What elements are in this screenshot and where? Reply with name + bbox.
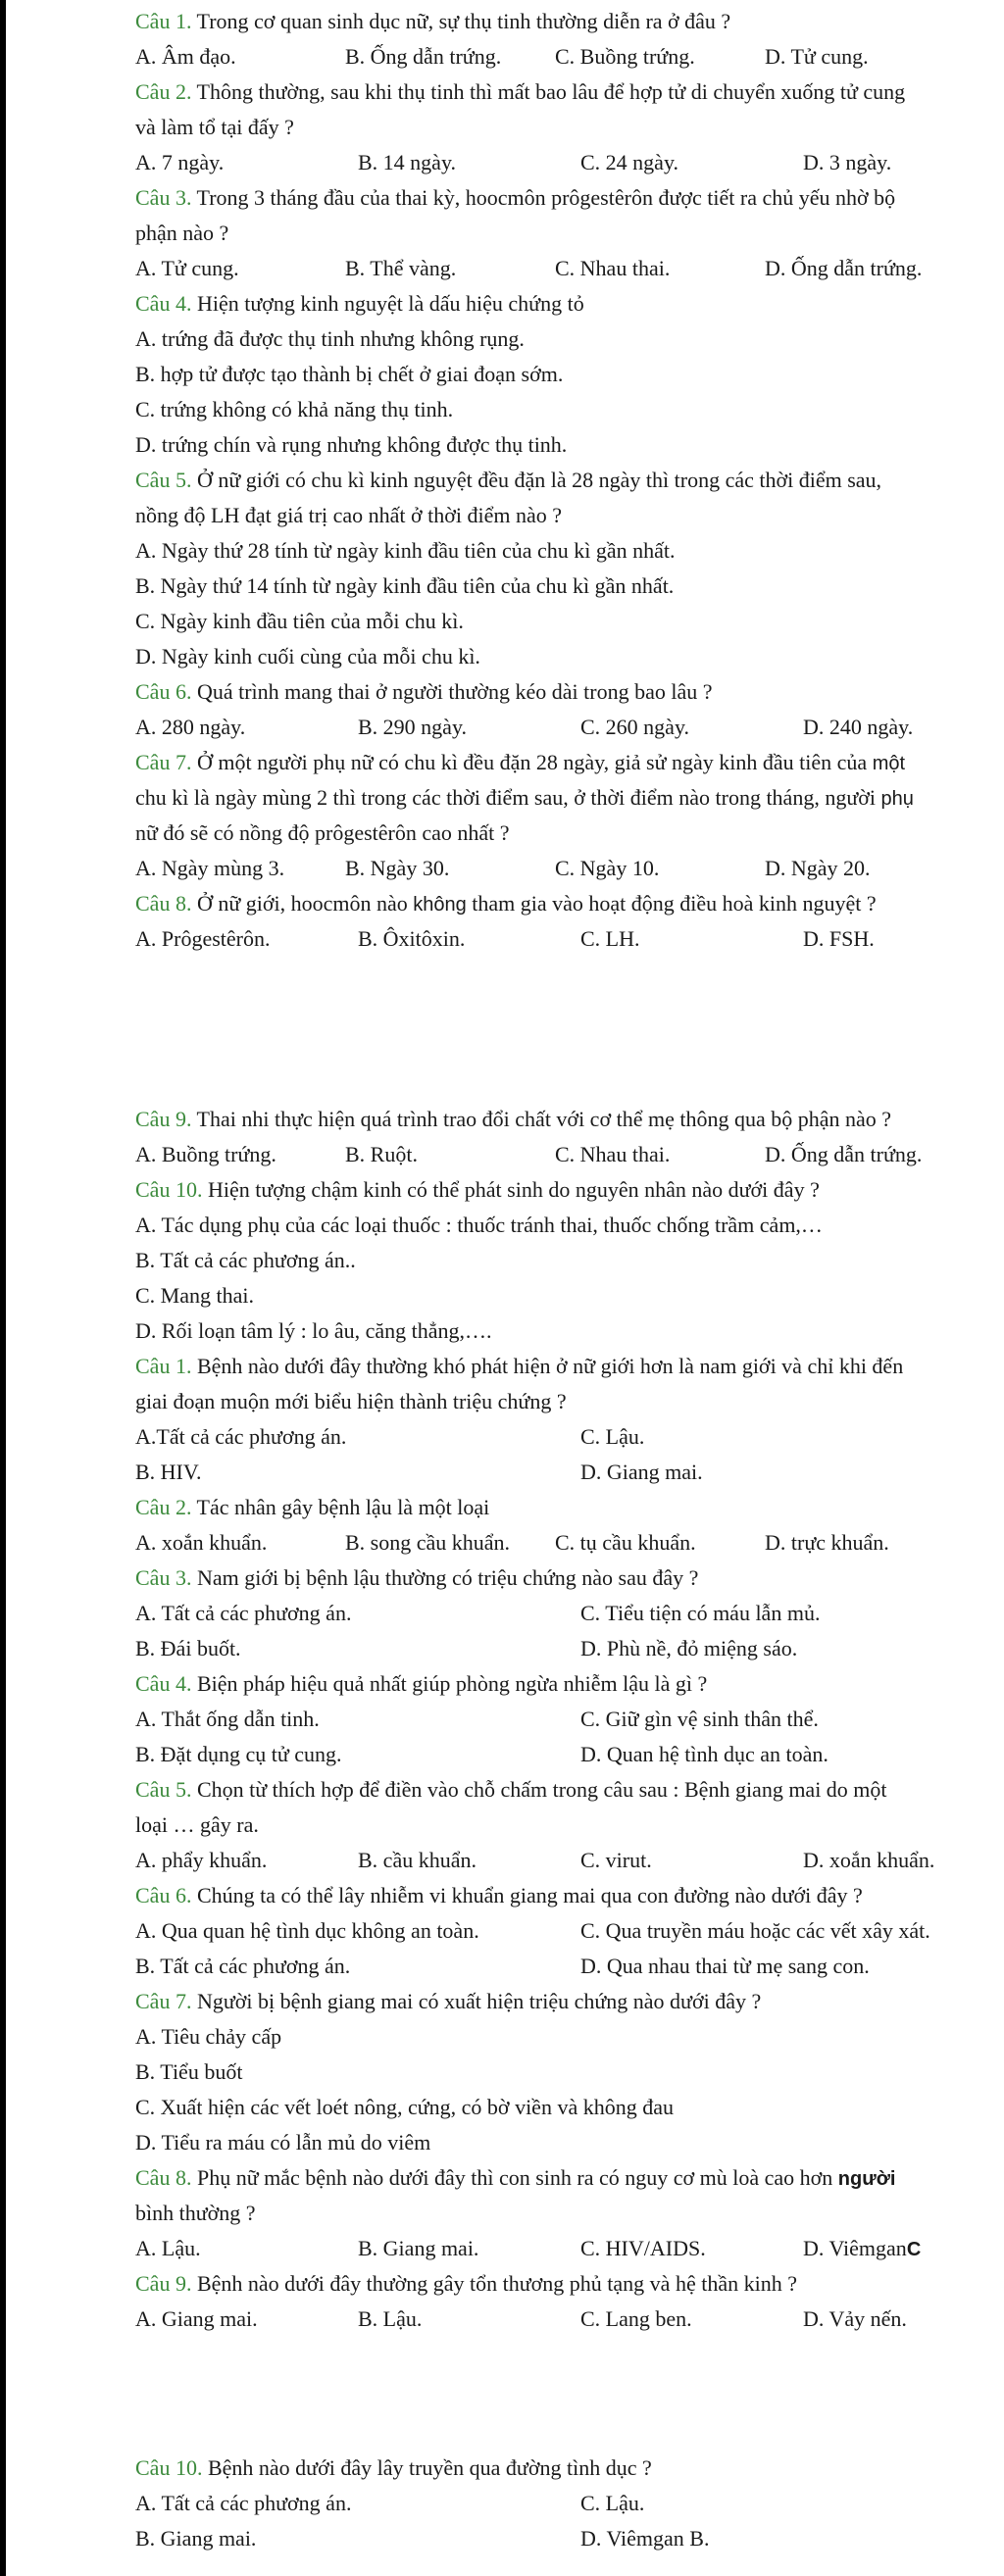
question-block	[135, 886, 998, 957]
answer-row	[135, 1419, 998, 1455]
answer-option[interactable]: C. Lậu.	[580, 2491, 645, 2515]
text-segment: một	[872, 753, 906, 774]
answer-row	[135, 1596, 998, 1631]
answer-option[interactable]: C. LH.	[580, 926, 640, 951]
question-number: Câu 10.	[135, 1177, 203, 1202]
question-block	[135, 2451, 998, 2556]
answer-option[interactable]: A. 7 ngày.	[135, 150, 225, 174]
question-text	[135, 286, 998, 322]
answer-option[interactable]: A. Ngày thứ 28 tính từ ngày kinh đầu tiên của chu kì gần nhất.	[135, 538, 676, 563]
answer-option[interactable]: D. Rối loạn tâm lý : lo âu, căng thẳng,….	[135, 1318, 492, 1343]
question-number: Câu 10.	[135, 2455, 203, 2480]
answer-row	[135, 2125, 998, 2160]
question-text	[135, 2266, 998, 2302]
text-segment: chu kì là ngày mùng 2 thì trong các thời điểm sau, ở thời điểm nào trong tháng, người	[135, 785, 881, 810]
answer-option[interactable]: C. Ngày kinh đầu tiên của mỗi chu kì.	[135, 609, 464, 633]
text-segment: người	[837, 2168, 896, 2190]
question-text	[135, 745, 998, 780]
answer-option[interactable]: B. Ngày 30.	[345, 856, 450, 880]
left-edge-border	[0, 0, 6, 2576]
answer-option[interactable]: D. Ngày 20.	[765, 856, 871, 880]
answer-option[interactable]: A. Tất cả các phương án.	[135, 1601, 352, 1625]
question-stem: Biện pháp hiệu quả nhất giúp phòng ngừa nhiễm lậu là gì ?	[191, 1671, 708, 1696]
question-block	[135, 1102, 998, 1172]
answer-row	[135, 851, 998, 886]
answer-option[interactable]: B. Đái buốt.	[135, 1636, 241, 1660]
question-stem: Tác nhân gây bệnh lậu là một loại	[191, 1495, 490, 1519]
question-number: Câu 6.	[135, 679, 192, 704]
question-stem	[191, 2165, 895, 2190]
question-number: Câu 1.	[135, 9, 192, 33]
answer-option[interactable]: A. trứng đã được thụ tinh nhưng không rụng.	[135, 326, 525, 351]
question-text	[135, 1349, 998, 1384]
answer-option[interactable]: D. trứng chín và rụng nhưng không được thụ tinh.	[135, 432, 568, 457]
answer-option[interactable]: C. Lậu.	[580, 1424, 645, 1449]
answer-option[interactable]: D. xoắn khuẩn.	[803, 1848, 935, 1872]
question-number: Câu 1.	[135, 1354, 192, 1378]
answer-option[interactable]: D. Quan hệ tình dục an toàn.	[580, 1742, 828, 1766]
answer-row	[135, 604, 998, 639]
question-text	[135, 180, 998, 216]
answer-row	[135, 1313, 998, 1349]
question-stem: loại … gây ra.	[135, 1812, 259, 1837]
question-text-continued	[135, 1808, 998, 1843]
question-number: Câu 3.	[135, 1565, 192, 1590]
answer-row	[135, 639, 998, 674]
answer-row	[135, 392, 998, 427]
question-text	[135, 2451, 998, 2486]
answer-option[interactable]: C. Qua truyền máu hoặc các vết xây xát.	[580, 1918, 930, 1943]
answer-option[interactable]: A. Âm đạo.	[135, 44, 236, 69]
answer-row	[135, 2019, 998, 2055]
question-number: Câu 7.	[135, 750, 192, 774]
answer-option[interactable]: B. Ruột.	[345, 1142, 418, 1166]
answer-option[interactable]: A. Tiêu chảy cấp	[135, 2024, 282, 2049]
question-text	[135, 4, 998, 39]
answer-option[interactable]: B. Thể vàng.	[345, 256, 457, 280]
answer-option[interactable]: A. phẩy khuẩn.	[135, 1848, 268, 1872]
question-text-continued	[135, 780, 998, 816]
answer-option[interactable]: C. tụ cầu khuẩn.	[555, 1530, 696, 1555]
text-segment: Ở nữ giới, hoocmôn nào	[191, 891, 414, 916]
answer-row	[135, 39, 998, 74]
question-text	[135, 1772, 998, 1808]
question-text	[135, 886, 998, 921]
answer-option[interactable]: B. 290 ngày.	[358, 715, 468, 739]
answer-option[interactable]: D. Ống dẫn trứng.	[765, 1142, 923, 1166]
answer-option[interactable]: A. Tất cả các phương án.	[135, 2491, 352, 2515]
answer-option[interactable]: C. Giữ gìn vệ sinh thân thể.	[580, 1707, 819, 1731]
question-stem: Nam giới bị bệnh lậu thường có triệu chứng nào sau đây ?	[191, 1565, 699, 1590]
answer-option[interactable]: B. song cầu khuẩn.	[345, 1530, 511, 1555]
answer-option[interactable]: A. Buồng trứng.	[135, 1142, 276, 1166]
answer-option[interactable]: B. Ngày thứ 14 tính từ ngày kinh đầu tiên của chu kì gần nhất.	[135, 573, 675, 598]
answer-option[interactable]: C. 24 ngày.	[580, 150, 679, 174]
answer-option[interactable]: C. Lang ben.	[580, 2306, 692, 2331]
answer-row	[135, 1949, 998, 1984]
answer-option[interactable]: C. HIV/AIDS.	[580, 2236, 706, 2260]
question-number: Câu 2.	[135, 79, 192, 104]
question-text	[135, 463, 998, 498]
answer-option[interactable]: D. Ngày kinh cuối cùng của mỗi chu kì.	[135, 644, 480, 669]
answer-option[interactable]: D. trực khuẩn.	[765, 1530, 889, 1555]
answer-option[interactable]: A. Prôgestêrôn.	[135, 926, 271, 951]
question-stem	[135, 785, 914, 810]
question-section-2	[135, 1349, 998, 2556]
answer-row	[135, 533, 998, 569]
question-text-continued	[135, 498, 998, 533]
answer-row	[135, 1702, 998, 1737]
answer-option[interactable]: B. HIV.	[135, 1460, 202, 1484]
question-text	[135, 1102, 998, 1137]
question-number: Câu 8.	[135, 891, 192, 916]
answer-row	[135, 2055, 998, 2090]
quiz-document	[135, 4, 998, 2556]
question-number: Câu 4.	[135, 291, 192, 316]
answer-row	[135, 1913, 998, 1949]
text-segment: C	[906, 2239, 922, 2260]
text-segment: Phụ nữ mắc bệnh nào dưới đây thì con sinh ra có nguy cơ mù loà cao hơn	[191, 2165, 838, 2190]
answer-option[interactable]: B. Giang mai.	[358, 2236, 479, 2260]
question-stem: Người bị bệnh giang mai có xuất hiện triệu chứng nào dưới đây ?	[191, 1989, 762, 2013]
question-text	[135, 1560, 998, 1596]
question-text	[135, 1666, 998, 1702]
question-block	[135, 74, 998, 180]
answer-option[interactable]: D. 3 ngày.	[803, 150, 892, 174]
question-number: Câu 3.	[135, 185, 192, 210]
answer-option[interactable]: D. Phù nề, đỏ miệng sáo.	[580, 1636, 798, 1660]
question-stem: Bệnh nào dưới đây lây truyền qua đường tình dục ?	[202, 2455, 652, 2480]
answer-option[interactable]: A. 280 ngày.	[135, 715, 246, 739]
question-block	[135, 463, 998, 674]
answer-row	[135, 1737, 998, 1772]
question-block	[135, 1772, 998, 1878]
answer-option[interactable]: A. Thắt ống dẫn tinh.	[135, 1707, 320, 1731]
question-section-1	[135, 4, 998, 1349]
answer-option[interactable]: C. Buồng trứng.	[555, 44, 695, 69]
text-segment: tham gia vào hoạt động điều hoà kinh nguyệt ?	[466, 891, 877, 916]
question-stem: nữ đó sẽ có nồng độ prôgestêrôn cao nhất ?	[135, 820, 510, 845]
answer-row	[135, 1843, 998, 1878]
question-text	[135, 74, 998, 110]
question-block	[135, 2160, 998, 2266]
question-stem: bình thường ?	[135, 2201, 256, 2225]
question-text	[135, 1878, 998, 1913]
answer-row	[135, 1243, 998, 1278]
answer-row	[135, 1455, 998, 1490]
question-block	[135, 4, 998, 74]
answer-option[interactable]: B. Lậu.	[358, 2306, 423, 2331]
answer-row	[135, 710, 998, 745]
question-stem: Hiện tượng chậm kinh có thể phát sinh do nguyên nhân nào dưới đây ?	[202, 1177, 820, 1202]
question-number: Câu 2.	[135, 1495, 192, 1519]
question-stem: giai đoạn muộn mới biểu hiện thành triệu chứng ?	[135, 1389, 567, 1413]
question-block	[135, 1490, 998, 1560]
question-stem: Chúng ta có thể lây nhiễm vi khuẩn giang mai qua con đường nào dưới đây ?	[191, 1883, 863, 1907]
answer-option[interactable]: A. Ngày mùng 3.	[135, 856, 285, 880]
question-stem: Bệnh nào dưới đây thường khó phát hiện ở nữ giới hơn là nam giới và chỉ khi đến	[191, 1354, 904, 1378]
question-number: Câu 5.	[135, 468, 192, 492]
answer-row	[135, 2231, 998, 2266]
question-block	[135, 745, 998, 886]
question-stem	[191, 750, 905, 774]
answer-option[interactable]: A. Tác dụng phụ của các loại thuốc : thuốc tránh thai, thuốc chống trầm cảm,…	[135, 1213, 823, 1237]
question-text-continued	[135, 216, 998, 251]
question-text	[135, 1172, 998, 1208]
answer-option[interactable]: B. Tất cả các phương án..	[135, 1248, 356, 1272]
answer-option[interactable]: C. 260 ngày.	[580, 715, 690, 739]
question-number: Câu 5.	[135, 1777, 192, 1802]
text-segment: không	[413, 894, 467, 916]
question-block	[135, 2266, 998, 2337]
question-block	[135, 1560, 998, 1666]
question-stem: Thông thường, sau khi thụ tinh thì mất bao lâu để hợp tử di chuyển xuống tử cung	[191, 79, 906, 104]
question-stem: và làm tổ tại đấy ?	[135, 115, 294, 139]
answer-option[interactable]: D. Giang mai.	[580, 1460, 703, 1484]
question-stem	[191, 891, 876, 916]
answer-option[interactable]: D. Viêmgan B.	[580, 2526, 710, 2551]
answer-row	[135, 921, 998, 957]
question-stem: Bệnh nào dưới đây thường gây tổn thương phủ tạng và hệ thần kinh ?	[191, 2271, 797, 2296]
answer-row	[135, 1525, 998, 1560]
answer-row	[135, 1137, 998, 1172]
answer-row	[135, 1208, 998, 1243]
answer-option[interactable]: D. Vảy nến.	[803, 2306, 907, 2331]
text-segment: phụ	[880, 788, 914, 810]
answer-row	[135, 2090, 998, 2125]
question-stem: Ở nữ giới có chu kì kinh nguyệt đều đặn là 28 ngày thì trong các thời điểm sau,	[191, 468, 882, 492]
answer-row	[135, 1631, 998, 1666]
blank-space	[135, 2337, 998, 2451]
question-block	[135, 286, 998, 463]
answer-option[interactable]: B. cầu khuẩn.	[358, 1848, 477, 1872]
text-segment: D. Viêmgan	[803, 2236, 907, 2260]
question-stem: phận nào ?	[135, 221, 229, 245]
answer-option[interactable]: D. 240 ngày.	[803, 715, 914, 739]
question-stem: Quá trình mang thai ở người thường kéo dài trong bao lâu ?	[191, 679, 713, 704]
text-segment: Ở một người phụ nữ có chu kì đều đặn 28 ngày, giả sử ngày kinh đầu tiên của	[191, 750, 873, 774]
answer-option[interactable]: C. Nhau thai.	[555, 1142, 671, 1166]
answer-option[interactable]: B. Đặt dụng cụ tử cung.	[135, 1742, 342, 1766]
answer-option[interactable]: D. Tiểu ra máu có lẫn mủ do viêm	[135, 2130, 431, 2155]
question-block	[135, 180, 998, 286]
question-number: Câu 9.	[135, 2271, 192, 2296]
question-block	[135, 1172, 998, 1349]
answer-option[interactable]: B. 14 ngày.	[358, 150, 457, 174]
question-number: Câu 8.	[135, 2165, 192, 2190]
answer-row	[135, 322, 998, 357]
answer-row	[135, 2521, 998, 2556]
question-text-continued	[135, 816, 998, 851]
question-text	[135, 1984, 998, 2019]
question-block	[135, 1878, 998, 1984]
answer-option[interactable]: A. Giang mai.	[135, 2306, 258, 2331]
blank-space	[135, 957, 998, 1102]
answer-option[interactable]: D. Qua nhau thai từ mẹ sang con.	[580, 1954, 870, 1978]
answer-option[interactable]: A. Qua quan hệ tình dục không an toàn.	[135, 1918, 479, 1943]
answer-option[interactable]: D. Tử cung.	[765, 44, 869, 69]
question-text-continued	[135, 2196, 998, 2231]
answer-option[interactable]: A.Tất cả các phương án.	[135, 1424, 347, 1449]
question-stem: Chọn từ thích hợp để điền vào chỗ chấm trong câu sau : Bệnh giang mai do một	[191, 1777, 887, 1802]
answer-option[interactable]: C. Nhau thai.	[555, 256, 671, 280]
answer-row	[135, 1278, 998, 1313]
question-text-continued	[135, 110, 998, 145]
answer-option[interactable]: B. Tất cả các phương án.	[135, 1954, 351, 1978]
answer-option[interactable]: C. Tiểu tiện có máu lẫn mủ.	[580, 1601, 821, 1625]
question-text	[135, 1490, 998, 1525]
question-text-continued	[135, 1384, 998, 1419]
question-number: Câu 7.	[135, 1989, 192, 2013]
question-stem: Hiện tượng kinh nguyệt là dấu hiệu chứng tỏ	[191, 291, 584, 316]
answer-option[interactable]: C. trứng không có khả năng thụ tinh.	[135, 397, 454, 421]
answer-option[interactable]: A. Tử cung.	[135, 256, 239, 280]
question-block	[135, 1984, 998, 2160]
answer-row	[135, 427, 998, 463]
question-number: Câu 4.	[135, 1671, 192, 1696]
answer-row	[135, 145, 998, 180]
answer-option[interactable]: D. Ống dẫn trứng.	[765, 256, 923, 280]
answer-option[interactable]: D. FSH.	[803, 926, 875, 951]
question-number: Câu 9.	[135, 1107, 192, 1131]
question-stem: Trong cơ quan sinh dục nữ, sự thụ tinh thường diễn ra ở đâu ?	[191, 9, 731, 33]
question-stem: nồng độ LH đạt giá trị cao nhất ở thời điểm nào ?	[135, 503, 563, 527]
answer-option[interactable]: B. hợp tử được tạo thành bị chết ở giai đoạn sớm.	[135, 362, 564, 386]
answer-option[interactable]: B. Ống dẫn trứng.	[345, 44, 502, 69]
answer-row	[135, 357, 998, 392]
answer-option[interactable]: C. Mang thai.	[135, 1283, 254, 1308]
answer-option[interactable]: C. Xuất hiện các vết loét nông, cứng, có bờ viền và không đau	[135, 2095, 674, 2119]
answer-option[interactable]: C. Ngày 10.	[555, 856, 660, 880]
answer-option[interactable]: B. Tiểu buốt	[135, 2059, 243, 2084]
question-block	[135, 674, 998, 745]
answer-row	[135, 569, 998, 604]
answer-option[interactable]: B. Ôxitôxin.	[358, 926, 466, 951]
question-block	[135, 1349, 998, 1490]
answer-row	[135, 2302, 998, 2337]
answer-row	[135, 2486, 998, 2521]
answer-option[interactable]: A. Lậu.	[135, 2236, 201, 2260]
question-stem: Trong 3 tháng đầu của thai kỳ, hoocmôn prôgestêrôn được tiết ra chủ yếu nhờ bộ	[191, 185, 896, 210]
answer-option[interactable]: B. Giang mai.	[135, 2526, 257, 2551]
answer-option[interactable]: A. xoắn khuẩn.	[135, 1530, 268, 1555]
question-number: Câu 6.	[135, 1883, 192, 1907]
answer-row	[135, 251, 998, 286]
answer-option[interactable]: C. virut.	[580, 1848, 652, 1872]
question-text	[135, 2160, 998, 2196]
question-block	[135, 1666, 998, 1772]
question-stem: Thai nhi thực hiện quá trình trao đổi chất với cơ thể mẹ thông qua bộ phận nào ?	[191, 1107, 892, 1131]
answer-option[interactable]	[803, 2231, 921, 2267]
question-text	[135, 674, 998, 710]
